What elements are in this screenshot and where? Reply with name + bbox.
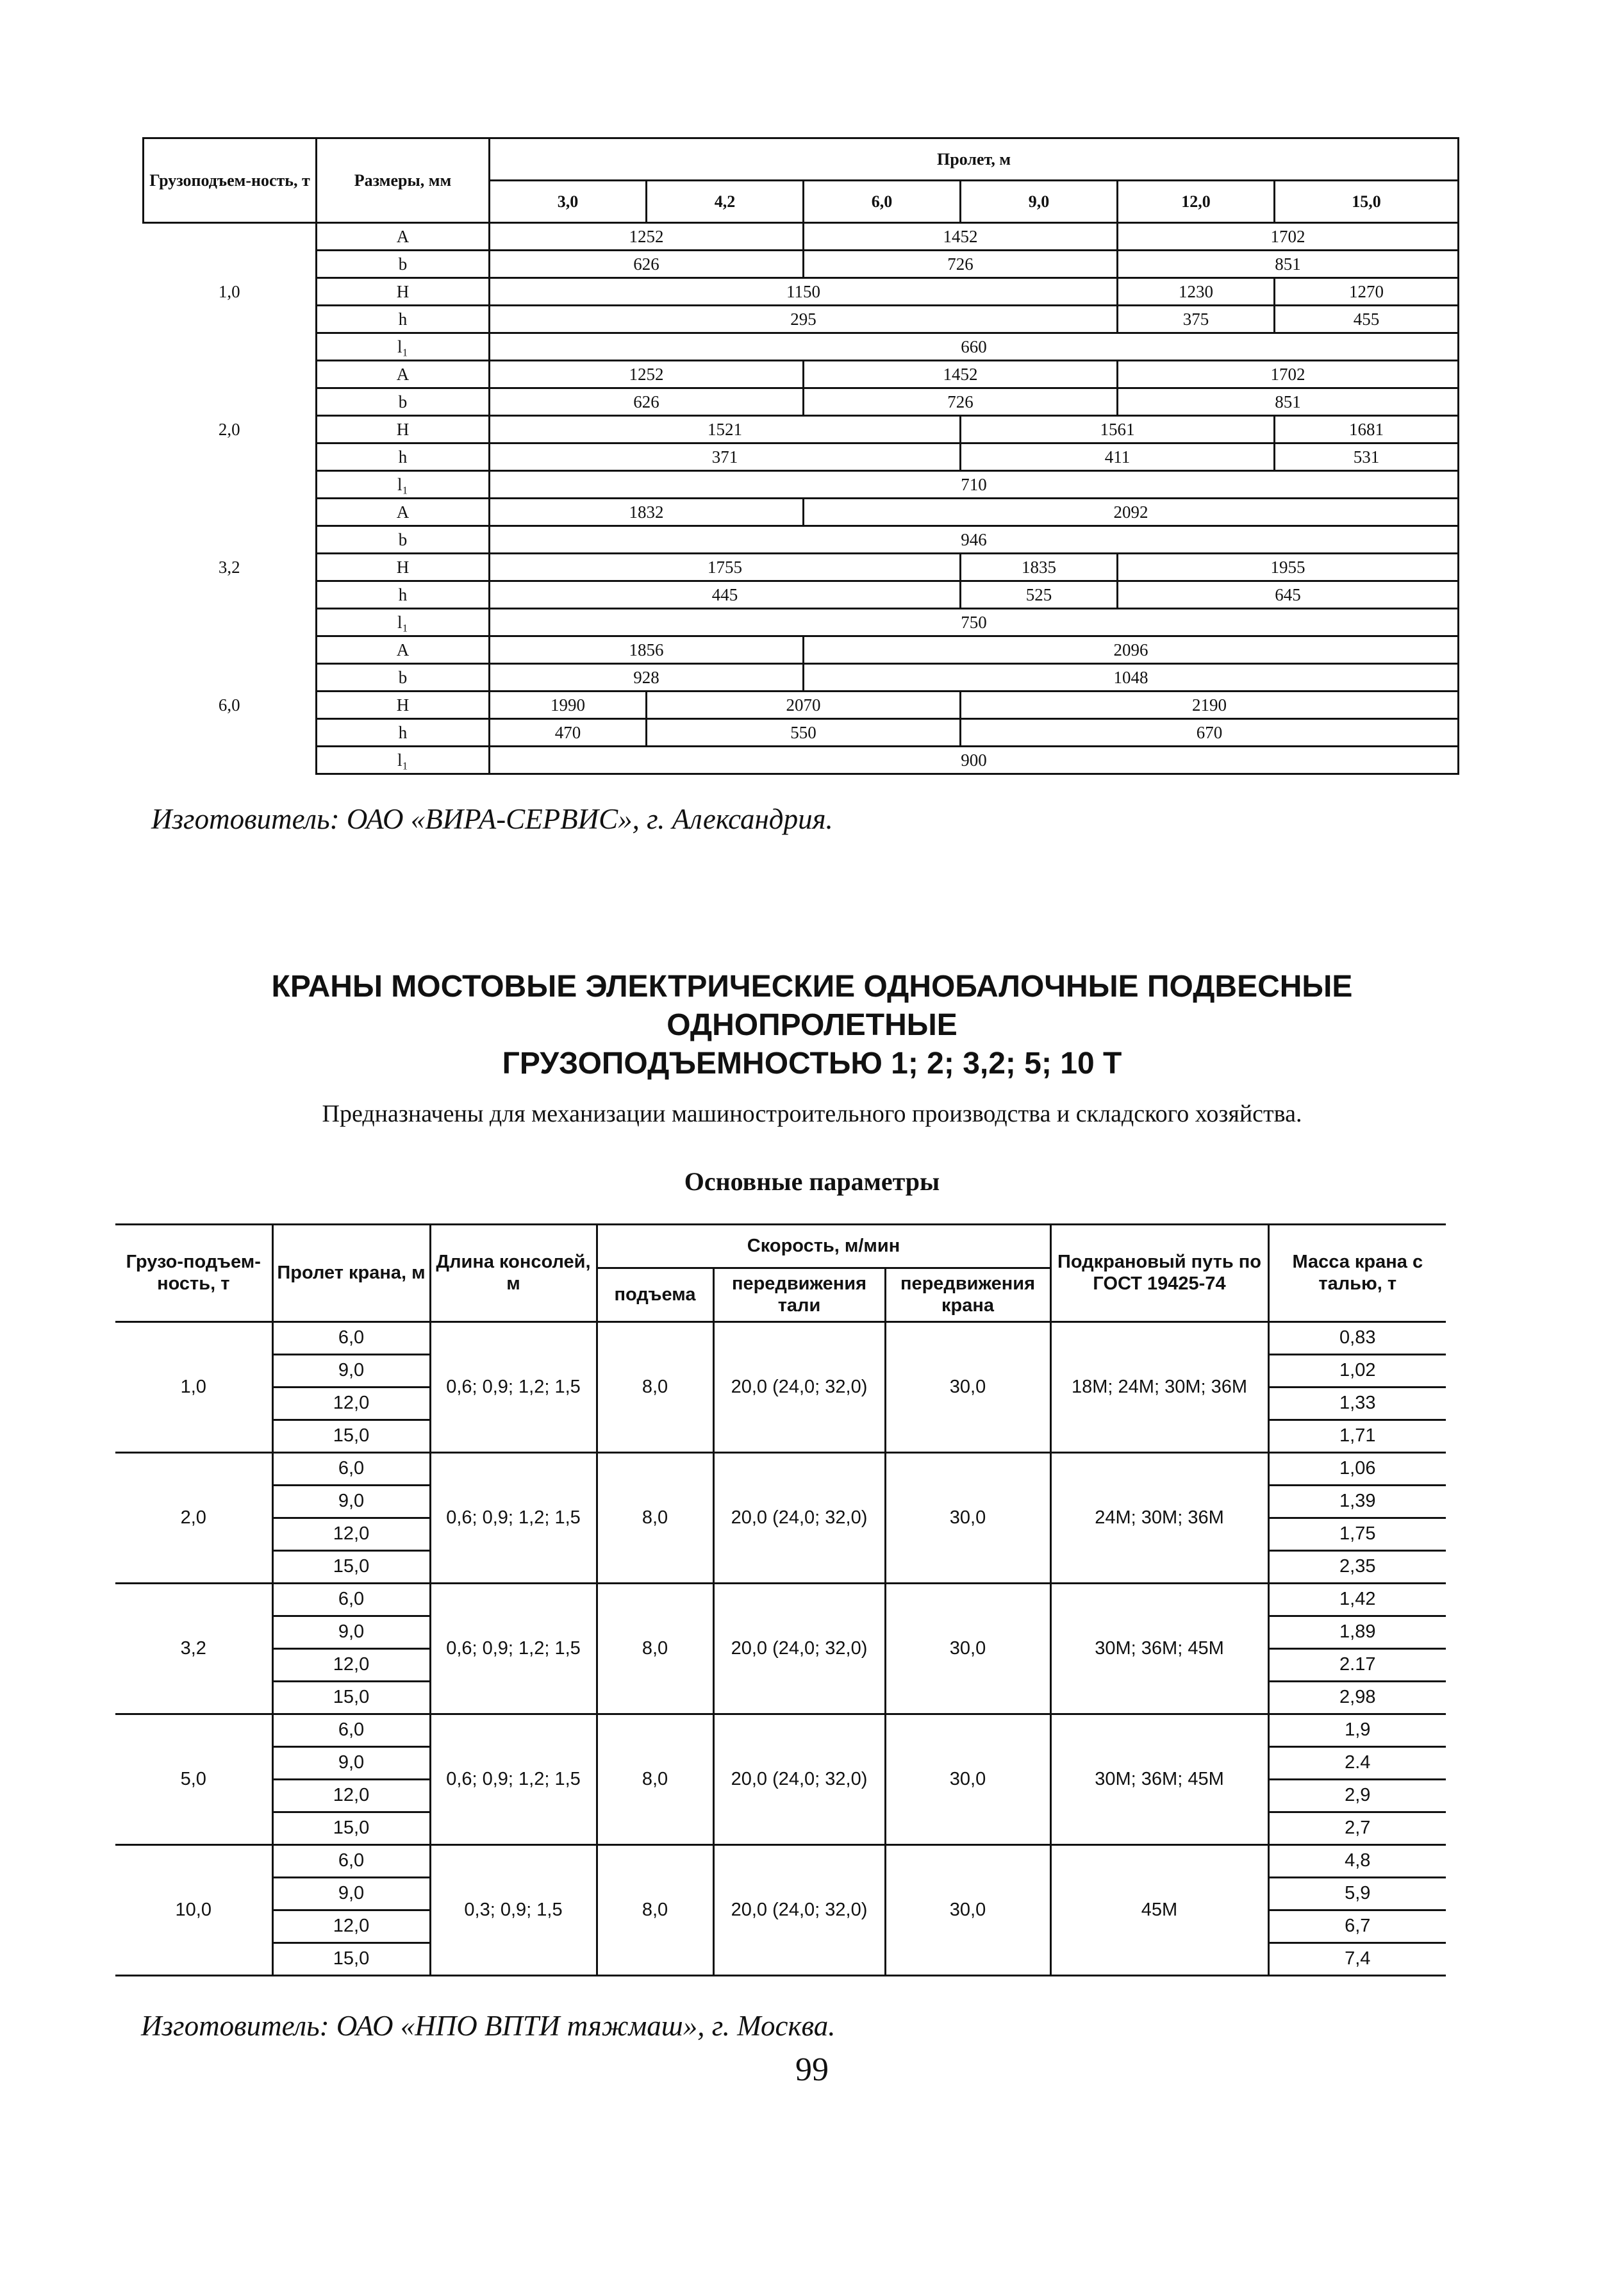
t2-span: 9,0 (272, 1747, 430, 1780)
t1-cell: 900 (490, 747, 1459, 774)
t2-mass: 6,7 (1268, 1910, 1446, 1943)
t2-hoist: 20,0 (24,0; 32,0) (713, 1322, 885, 1453)
t1-cell: 1230 (1118, 278, 1275, 306)
t1-dim-label: h (317, 581, 490, 609)
t1-cell: 1681 (1275, 416, 1459, 443)
t1-header-capacity: Грузоподъем-ность, т (144, 138, 317, 223)
page-title (0, 968, 1624, 1083)
t2-span: 12,0 (272, 1649, 430, 1682)
t1-cell: 1048 (804, 664, 1459, 692)
t2-mass: 2,35 (1268, 1551, 1446, 1584)
t1-cell: 2070 (647, 692, 961, 719)
t2-mass: 4,8 (1268, 1845, 1446, 1878)
t2-lift: 8,0 (597, 1845, 713, 1976)
t1-cell: 445 (490, 581, 961, 609)
t1-span-header: 9,0 (961, 181, 1118, 223)
t1-cell: 1835 (961, 554, 1118, 581)
t2-span: 12,0 (272, 1780, 430, 1812)
t2-track: 24М; 30М; 36М (1050, 1453, 1268, 1584)
t2-span: 15,0 (272, 1420, 430, 1453)
t2-mass: 1,75 (1268, 1518, 1446, 1551)
t2-mass: 2,9 (1268, 1780, 1446, 1812)
t1-dim-label: h (317, 719, 490, 747)
t2-span: 6,0 (272, 1453, 430, 1486)
t1-cell: 1832 (490, 499, 804, 526)
t1-cell: 411 (961, 443, 1275, 471)
t1-dim-label: H (317, 416, 490, 443)
t2-span: 6,0 (272, 1845, 430, 1878)
page-number: 99 (795, 2051, 829, 2088)
t1-cell: 1856 (490, 636, 804, 664)
t1-dim-label: H (317, 692, 490, 719)
t2-console: 0,6; 0,9; 1,2; 1,5 (430, 1322, 597, 1453)
t2-header-mass: Масса крана с талью, т (1268, 1225, 1446, 1322)
t1-cell: 531 (1275, 443, 1459, 471)
t2-lift: 8,0 (597, 1453, 713, 1584)
t1-cell: 851 (1118, 388, 1459, 416)
t1-cell: 375 (1118, 306, 1275, 333)
t1-cell: 1990 (490, 692, 647, 719)
dimensions-table (142, 137, 1459, 775)
t2-capacity: 10,0 (115, 1845, 272, 1976)
t1-cell: 1270 (1275, 278, 1459, 306)
t2-header-hoist: передвижения тали (713, 1268, 885, 1322)
t1-span-header: 6,0 (804, 181, 961, 223)
t1-dim-label: b (317, 251, 490, 278)
t2-span: 15,0 (272, 1551, 430, 1584)
t2-track: 45М (1050, 1845, 1268, 1976)
t2-mass: 2.4 (1268, 1747, 1446, 1780)
t1-cell: 1150 (490, 278, 1118, 306)
t2-hoist: 20,0 (24,0; 32,0) (713, 1584, 885, 1714)
t1-cell: 550 (647, 719, 961, 747)
t2-header-crane: передвижения крана (885, 1268, 1050, 1322)
t2-console: 0,6; 0,9; 1,2; 1,5 (430, 1714, 597, 1845)
t2-crane: 30,0 (885, 1584, 1050, 1714)
t2-header-speed: Скорость, м/мин (597, 1225, 1050, 1268)
t1-cell: 1561 (961, 416, 1275, 443)
t2-span: 12,0 (272, 1518, 430, 1551)
t1-capacity: 6,0 (144, 636, 317, 774)
t2-header-console: Длина консолей, м (430, 1225, 597, 1322)
t2-mass: 1,9 (1268, 1714, 1446, 1747)
title-line: ГРУЗОПОДЪЕМНОСТЬЮ 1; 2; 3,2; 5; 10 Т (502, 1047, 1122, 1081)
t1-cell: 726 (804, 388, 1118, 416)
t1-dim-label: l₁ (317, 471, 490, 499)
t2-crane: 30,0 (885, 1714, 1050, 1845)
t1-cell: 1252 (490, 361, 804, 388)
t1-cell: 1252 (490, 223, 804, 251)
t2-console: 0,6; 0,9; 1,2; 1,5 (430, 1453, 597, 1584)
t1-cell: 1955 (1118, 554, 1459, 581)
description: Предназначены для механизации машиностроительного производства и складского хозяйства. (322, 1100, 1302, 1127)
t2-crane: 30,0 (885, 1322, 1050, 1453)
t1-cell: 1452 (804, 361, 1118, 388)
t2-capacity: 5,0 (115, 1714, 272, 1845)
t1-cell: 670 (961, 719, 1459, 747)
t1-dim-label: l₁ (317, 333, 490, 361)
t2-hoist: 20,0 (24,0; 32,0) (713, 1845, 885, 1976)
t2-hoist: 20,0 (24,0; 32,0) (713, 1714, 885, 1845)
t2-span: 9,0 (272, 1355, 430, 1388)
t2-track: 30М; 36М; 45М (1050, 1714, 1268, 1845)
parameters-table (115, 1223, 1446, 1976)
t1-span-header: 4,2 (647, 181, 804, 223)
t1-header-dimensions: Размеры, мм (317, 138, 490, 223)
t2-span: 6,0 (272, 1714, 430, 1747)
t2-capacity: 2,0 (115, 1453, 272, 1584)
t1-capacity: 1,0 (144, 223, 317, 361)
t1-cell: 851 (1118, 251, 1459, 278)
t1-cell: 1755 (490, 554, 961, 581)
t2-span: 9,0 (272, 1486, 430, 1518)
t1-capacity: 3,2 (144, 499, 317, 636)
t1-dim-label: b (317, 526, 490, 554)
title-line: ОДНОПРОЛЕТНЫЕ (667, 1008, 957, 1042)
t1-dim-label: H (317, 554, 490, 581)
t1-span-header: 12,0 (1118, 181, 1275, 223)
t2-span: 15,0 (272, 1812, 430, 1845)
t2-mass: 2,7 (1268, 1812, 1446, 1845)
t1-cell: 626 (490, 251, 804, 278)
t2-mass: 7,4 (1268, 1943, 1446, 1976)
manufacturer-note-1: Изготовитель: ОАО «ВИРА-СЕРВИС», г. Александрия. (151, 803, 833, 835)
t1-dim-label: h (317, 443, 490, 471)
t2-track: 18М; 24М; 30М; 36М (1050, 1322, 1268, 1453)
t1-cell: 2092 (804, 499, 1459, 526)
manufacturer-note-2: Изготовитель: ОАО «НПО ВПТИ тяжмаш», г. Москва. (141, 2010, 836, 2042)
t1-dim-label: l₁ (317, 747, 490, 774)
t1-dim-label: b (317, 388, 490, 416)
t2-span: 6,0 (272, 1322, 430, 1355)
t1-cell: 750 (490, 609, 1459, 636)
t1-dim-label: A (317, 223, 490, 251)
t2-lift: 8,0 (597, 1714, 713, 1845)
t2-span: 15,0 (272, 1682, 430, 1714)
t2-lift: 8,0 (597, 1322, 713, 1453)
t1-cell: 645 (1118, 581, 1459, 609)
t2-span: 6,0 (272, 1584, 430, 1616)
t1-dim-label: A (317, 361, 490, 388)
t2-header-capacity: Грузо-подъем-ность, т (115, 1225, 272, 1322)
t1-span-header: 15,0 (1275, 181, 1459, 223)
t1-dim-label: h (317, 306, 490, 333)
t2-mass: 1,39 (1268, 1486, 1446, 1518)
t2-span: 12,0 (272, 1388, 430, 1420)
t1-cell: 946 (490, 526, 1459, 554)
t1-cell: 470 (490, 719, 647, 747)
t1-dim-label: A (317, 499, 490, 526)
t2-mass: 0,83 (1268, 1322, 1446, 1355)
t2-lift: 8,0 (597, 1584, 713, 1714)
t1-cell: 371 (490, 443, 961, 471)
t2-span: 12,0 (272, 1910, 430, 1943)
t1-cell: 2190 (961, 692, 1459, 719)
t1-header-span: Пролет, м (490, 138, 1459, 181)
t1-capacity: 2,0 (144, 361, 317, 499)
t2-span: 15,0 (272, 1943, 430, 1976)
t1-dim-label: l₁ (317, 609, 490, 636)
t1-cell: 1702 (1118, 361, 1459, 388)
t2-mass: 2.17 (1268, 1649, 1446, 1682)
t2-console: 0,6; 0,9; 1,2; 1,5 (430, 1584, 597, 1714)
t1-dim-label: b (317, 664, 490, 692)
title-line: КРАНЫ МОСТОВЫЕ ЭЛЕКТРИЧЕСКИЕ ОДНОБАЛОЧНЫЕ ПОДВЕСНЫЕ (271, 970, 1353, 1004)
t2-mass: 1,71 (1268, 1420, 1446, 1453)
t2-hoist: 20,0 (24,0; 32,0) (713, 1453, 885, 1584)
t2-header-lift: подъема (597, 1268, 713, 1322)
t1-cell: 2096 (804, 636, 1459, 664)
t2-header-span: Пролет крана, м (272, 1225, 430, 1322)
t1-cell: 295 (490, 306, 1118, 333)
t1-dim-label: H (317, 278, 490, 306)
t2-mass: 5,9 (1268, 1878, 1446, 1910)
t2-mass: 1,02 (1268, 1355, 1446, 1388)
t1-cell: 1702 (1118, 223, 1459, 251)
t2-span: 9,0 (272, 1878, 430, 1910)
t1-cell: 928 (490, 664, 804, 692)
t1-cell: 626 (490, 388, 804, 416)
t2-crane: 30,0 (885, 1453, 1050, 1584)
t1-cell: 1521 (490, 416, 961, 443)
t1-cell: 455 (1275, 306, 1459, 333)
t2-track: 30М; 36М; 45М (1050, 1584, 1268, 1714)
t2-mass: 2,98 (1268, 1682, 1446, 1714)
t2-capacity: 3,2 (115, 1584, 272, 1714)
t1-dim-label: A (317, 636, 490, 664)
t2-console: 0,3; 0,9; 1,5 (430, 1845, 597, 1976)
t2-span: 9,0 (272, 1616, 430, 1649)
t2-mass: 1,06 (1268, 1453, 1446, 1486)
t2-mass: 1,89 (1268, 1616, 1446, 1649)
t1-cell: 660 (490, 333, 1459, 361)
t1-span-header: 3,0 (490, 181, 647, 223)
t2-mass: 1,33 (1268, 1388, 1446, 1420)
t1-cell: 710 (490, 471, 1459, 499)
params-title: Основные параметры (684, 1167, 940, 1196)
t2-header-track: Подкрановый путь по ГОСТ 19425-74 (1050, 1225, 1268, 1322)
t1-cell: 1452 (804, 223, 1118, 251)
t2-mass: 1,42 (1268, 1584, 1446, 1616)
t1-cell: 525 (961, 581, 1118, 609)
t1-cell: 726 (804, 251, 1118, 278)
t2-crane: 30,0 (885, 1845, 1050, 1976)
t2-capacity: 1,0 (115, 1322, 272, 1453)
